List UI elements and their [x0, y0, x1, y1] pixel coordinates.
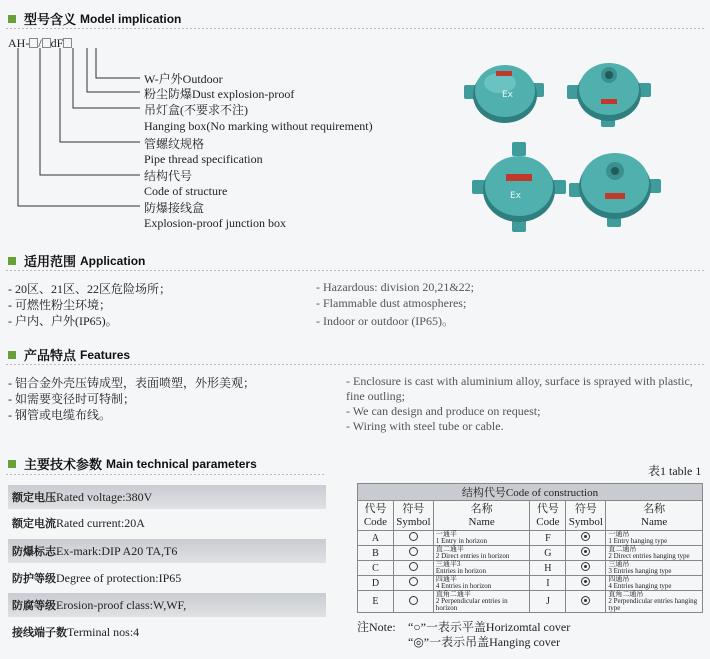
model-bracket-lines — [0, 0, 150, 230]
model-line-hanging-cn: 吊灯盒(不要求不注) — [144, 103, 248, 117]
table-header-row: 代号 Code 符号 Symbol 名称 Name 代号 Code 符号 Symbol 名称 Name — [358, 501, 703, 531]
features-cn-line: - 铝合金外壳压铸成型，表面喷塑，外形美观； — [8, 376, 255, 390]
junction-box-image — [460, 55, 550, 130]
model-line-thread-en: Pipe thread specification — [144, 152, 263, 166]
features-en-line: - Wiring with steel tube or cable. — [346, 419, 504, 433]
junction-box-image — [565, 45, 655, 130]
application-cn-line: - 户内、户外(IP65)。 — [8, 314, 118, 328]
param-protection: 防护等级 Degree of protection:IP65 — [12, 570, 182, 585]
svg-text:Ex: Ex — [502, 90, 514, 100]
note-hanging-cover: “◎”一表示吊盖Hanging cover — [408, 635, 561, 649]
horizontal-cover-icon — [409, 562, 418, 571]
section-marker-icon — [8, 460, 16, 468]
model-line-thread-cn: 管螺纹规格 — [144, 137, 205, 151]
application-en-line: - Flammable dust atmospheres; — [316, 296, 467, 310]
svg-text:Ex: Ex — [510, 191, 522, 201]
application-cn-line: - 20区、21区、22区危险场所； — [8, 282, 171, 296]
model-code: AH- / dF — [8, 36, 72, 51]
junction-box-image — [565, 135, 665, 230]
features-cn-line: - 如需要变径时可特制； — [8, 392, 135, 406]
param-rated-voltage: 额定电压 Rated voltage:380V — [8, 485, 326, 509]
table-row: B 直二通平 2 Direct entries in horizon G 直二通吊 2 Direct entries hanging type — [358, 546, 703, 561]
divider — [6, 364, 704, 365]
table-row: D 四通平 4 Entries in horizon I 四通吊 4 Entries hanging type — [358, 576, 703, 591]
features-en-line: - We can design and produce on request; — [346, 404, 541, 418]
application-en-line: - Hazardous: division 20,21&22; — [316, 280, 474, 294]
model-line-structure-en: Code of structure — [144, 184, 228, 198]
section-marker-icon — [8, 351, 16, 359]
features-en-line: - Enclosure is cast with aluminium alloy, surface is sprayed with plastic, — [346, 374, 693, 388]
param-erosion: 防腐等级 Erosion-proof class:W,WF, — [8, 593, 326, 617]
model-line-structure-cn: 结构代号 — [144, 169, 193, 183]
table-caption: 表1 table 1 — [648, 464, 702, 478]
param-ex-mark: 防爆标志 Ex-mark:DIP A20 TA,T6 — [8, 539, 326, 563]
junction-box-image — [470, 140, 570, 235]
application-cn-line: - 可燃性粉尘环境； — [8, 298, 111, 312]
horizontal-cover-icon — [409, 596, 418, 605]
features-cn-line: - 钢管或电缆布线。 — [8, 408, 111, 422]
hanging-cover-icon — [581, 562, 590, 571]
horizontal-cover-icon — [409, 532, 418, 541]
table-title: 结构代号Code of construction — [358, 484, 703, 501]
features-heading: 产品特点 Features — [8, 345, 130, 364]
features-en-line: fine outling; — [346, 389, 405, 403]
hanging-cover-icon — [581, 532, 590, 541]
divider — [6, 270, 704, 271]
section-marker-icon — [8, 257, 16, 265]
application-heading: 适用范围 Application — [8, 251, 145, 270]
note-label: 注Note: — [357, 620, 396, 634]
construction-code-table — [357, 483, 703, 613]
application-en-line: - Indoor or outdoor (IP65)。 — [316, 314, 454, 328]
model-line-hanging-en: Hanging box(No marking without requirement) — [144, 119, 373, 133]
params-heading: 主要技术参数 Main technical parameters — [8, 454, 257, 473]
param-terminals: 接线端子数 Terminal nos:4 — [12, 624, 140, 639]
table-row: E 直角二通平 2 Perpendicular entries in horizon J 直角二通吊 2 Perpendicular entries hanging type — [358, 591, 703, 613]
hanging-cover-icon — [581, 577, 590, 586]
hanging-cover-icon — [581, 547, 590, 556]
table-row: A 一通平 1 Entry in horizon F 一通吊 1 Entry hanging type — [358, 531, 703, 546]
hanging-cover-icon — [581, 596, 590, 605]
model-line-dust: 粉尘防爆Dust explosion-proof — [144, 87, 295, 101]
model-heading: 型号含义 Model implication — [8, 9, 181, 28]
divider — [6, 474, 324, 475]
model-line-outdoor: W-户外Outdoor — [144, 72, 223, 86]
horizontal-cover-icon — [409, 547, 418, 556]
horizontal-cover-icon — [409, 577, 418, 586]
table-row: C 三通平3 Entries in horizon H 三通吊 3 Entries hanging type — [358, 561, 703, 576]
param-rated-current: 额定电流 Rated current:20A — [12, 515, 145, 530]
note-horizontal-cover: “○”一表示平盖Horizomtal cover — [408, 620, 571, 634]
model-line-box-cn: 防爆接线盒 — [144, 201, 205, 215]
model-line-box-en: Explosion-proof junction box — [144, 216, 286, 230]
